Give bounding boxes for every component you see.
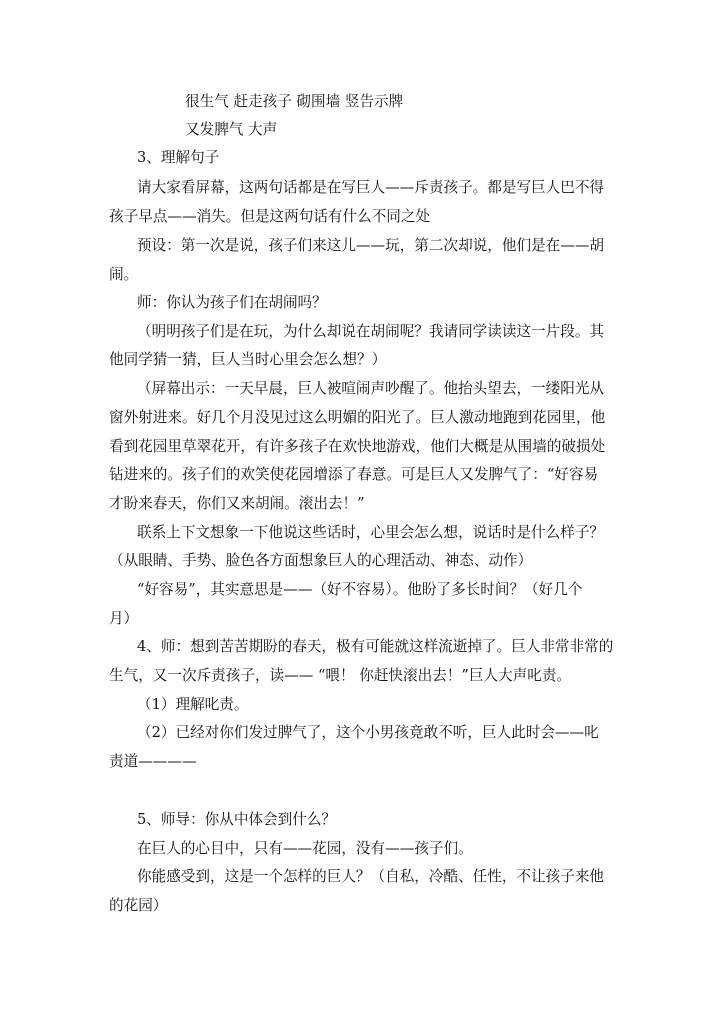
paragraph-line: 师：你认为孩子们在胡闹吗？ — [137, 294, 327, 311]
paragraph-line: （2）已经对你们发过脾气了，这个小男孩竟敢不听，巨人此时会——叱 — [137, 724, 599, 741]
paragraph-line: 责道———— — [109, 753, 197, 770]
paragraph-line: 看到花园里草翠花开，有许多孩子在欢快地游戏，他们大概是从围墙的破损处 — [109, 438, 606, 455]
section-heading-5: 5、师导：你从中体会到什么？ — [137, 811, 337, 828]
paragraph-line: （明明孩子们是在玩，为什么却说在胡闹呢？我请同学读读这一片段。其 — [137, 323, 605, 340]
paragraph-line: （1）理解叱责。 — [137, 696, 249, 713]
paragraph-line: 窗外射进来。好几个月没见过这么明媚的阳光了。巨人激动地跑到花园里，他 — [109, 409, 606, 426]
paragraph-line: 生气，又一次斥责孩子，读—— “喂！ 你赶快滚出去！”巨人大声叱责。 — [109, 667, 572, 684]
paragraph-line: 联系上下文想象一下他说这些话时，心里会怎么想，说话时是什么样子？ — [137, 524, 605, 541]
paragraph-line: （屏幕出示：一天早晨，巨人被喧闹声吵醒了。他抬头望去，一缕阳光从 — [137, 380, 605, 397]
keywords-line-1: 很生气 赶走孩子 砌围墙 竖告示牌 — [185, 93, 404, 110]
paragraph-line: 请大家看屏幕，这两句话都是在写巨人——斥责孩子。都是写巨人巴不得 — [137, 179, 605, 196]
paragraph-line: 的花园） — [109, 897, 168, 914]
paragraph-line: “好容易”，其实意思是——（好不容易）。他盼了多长时间？（好几个 — [137, 581, 583, 598]
paragraph-line: 你能感受到，这是一个怎样的巨人？（自私，冷酷、任性，不让孩子来他 — [137, 868, 605, 885]
paragraph-line: 他同学猜一猜，巨人当时心里会怎么想？） — [109, 351, 387, 368]
paragraph-line: 钻进来的。孩子们的欢笑使花园增添了春意。可是巨人又发脾气了：“好容易 — [109, 466, 599, 483]
paragraph-line: 孩子早点——消失。但是这两句话有什么不同之处 — [109, 208, 431, 225]
paragraph-line: 在巨人的心目中，只有——花园，没有——孩子们。 — [137, 840, 473, 857]
section-heading-4: 4、师：想到苦苦期盼的春天，极有可能就这样流逝掉了。巨人非常非常的 — [137, 638, 614, 655]
keywords-line-2: 又发脾气 大声 — [185, 121, 278, 138]
section-heading-3: 3、理解句子 — [137, 149, 220, 166]
paragraph-line: 月） — [109, 610, 139, 627]
paragraph-line: （从眼睛、手势、脸色各方面想象巨人的心理活动、神态、动作） — [109, 552, 533, 569]
paragraph-line: 才盼来春天，你们又来胡闹。滚出去！” — [109, 495, 365, 512]
paragraph-line: 预设：第一次是说，孩子们来这儿——玩，第二次却说，他们是在——胡 — [137, 237, 605, 254]
paragraph-line: 闹。 — [109, 266, 139, 283]
